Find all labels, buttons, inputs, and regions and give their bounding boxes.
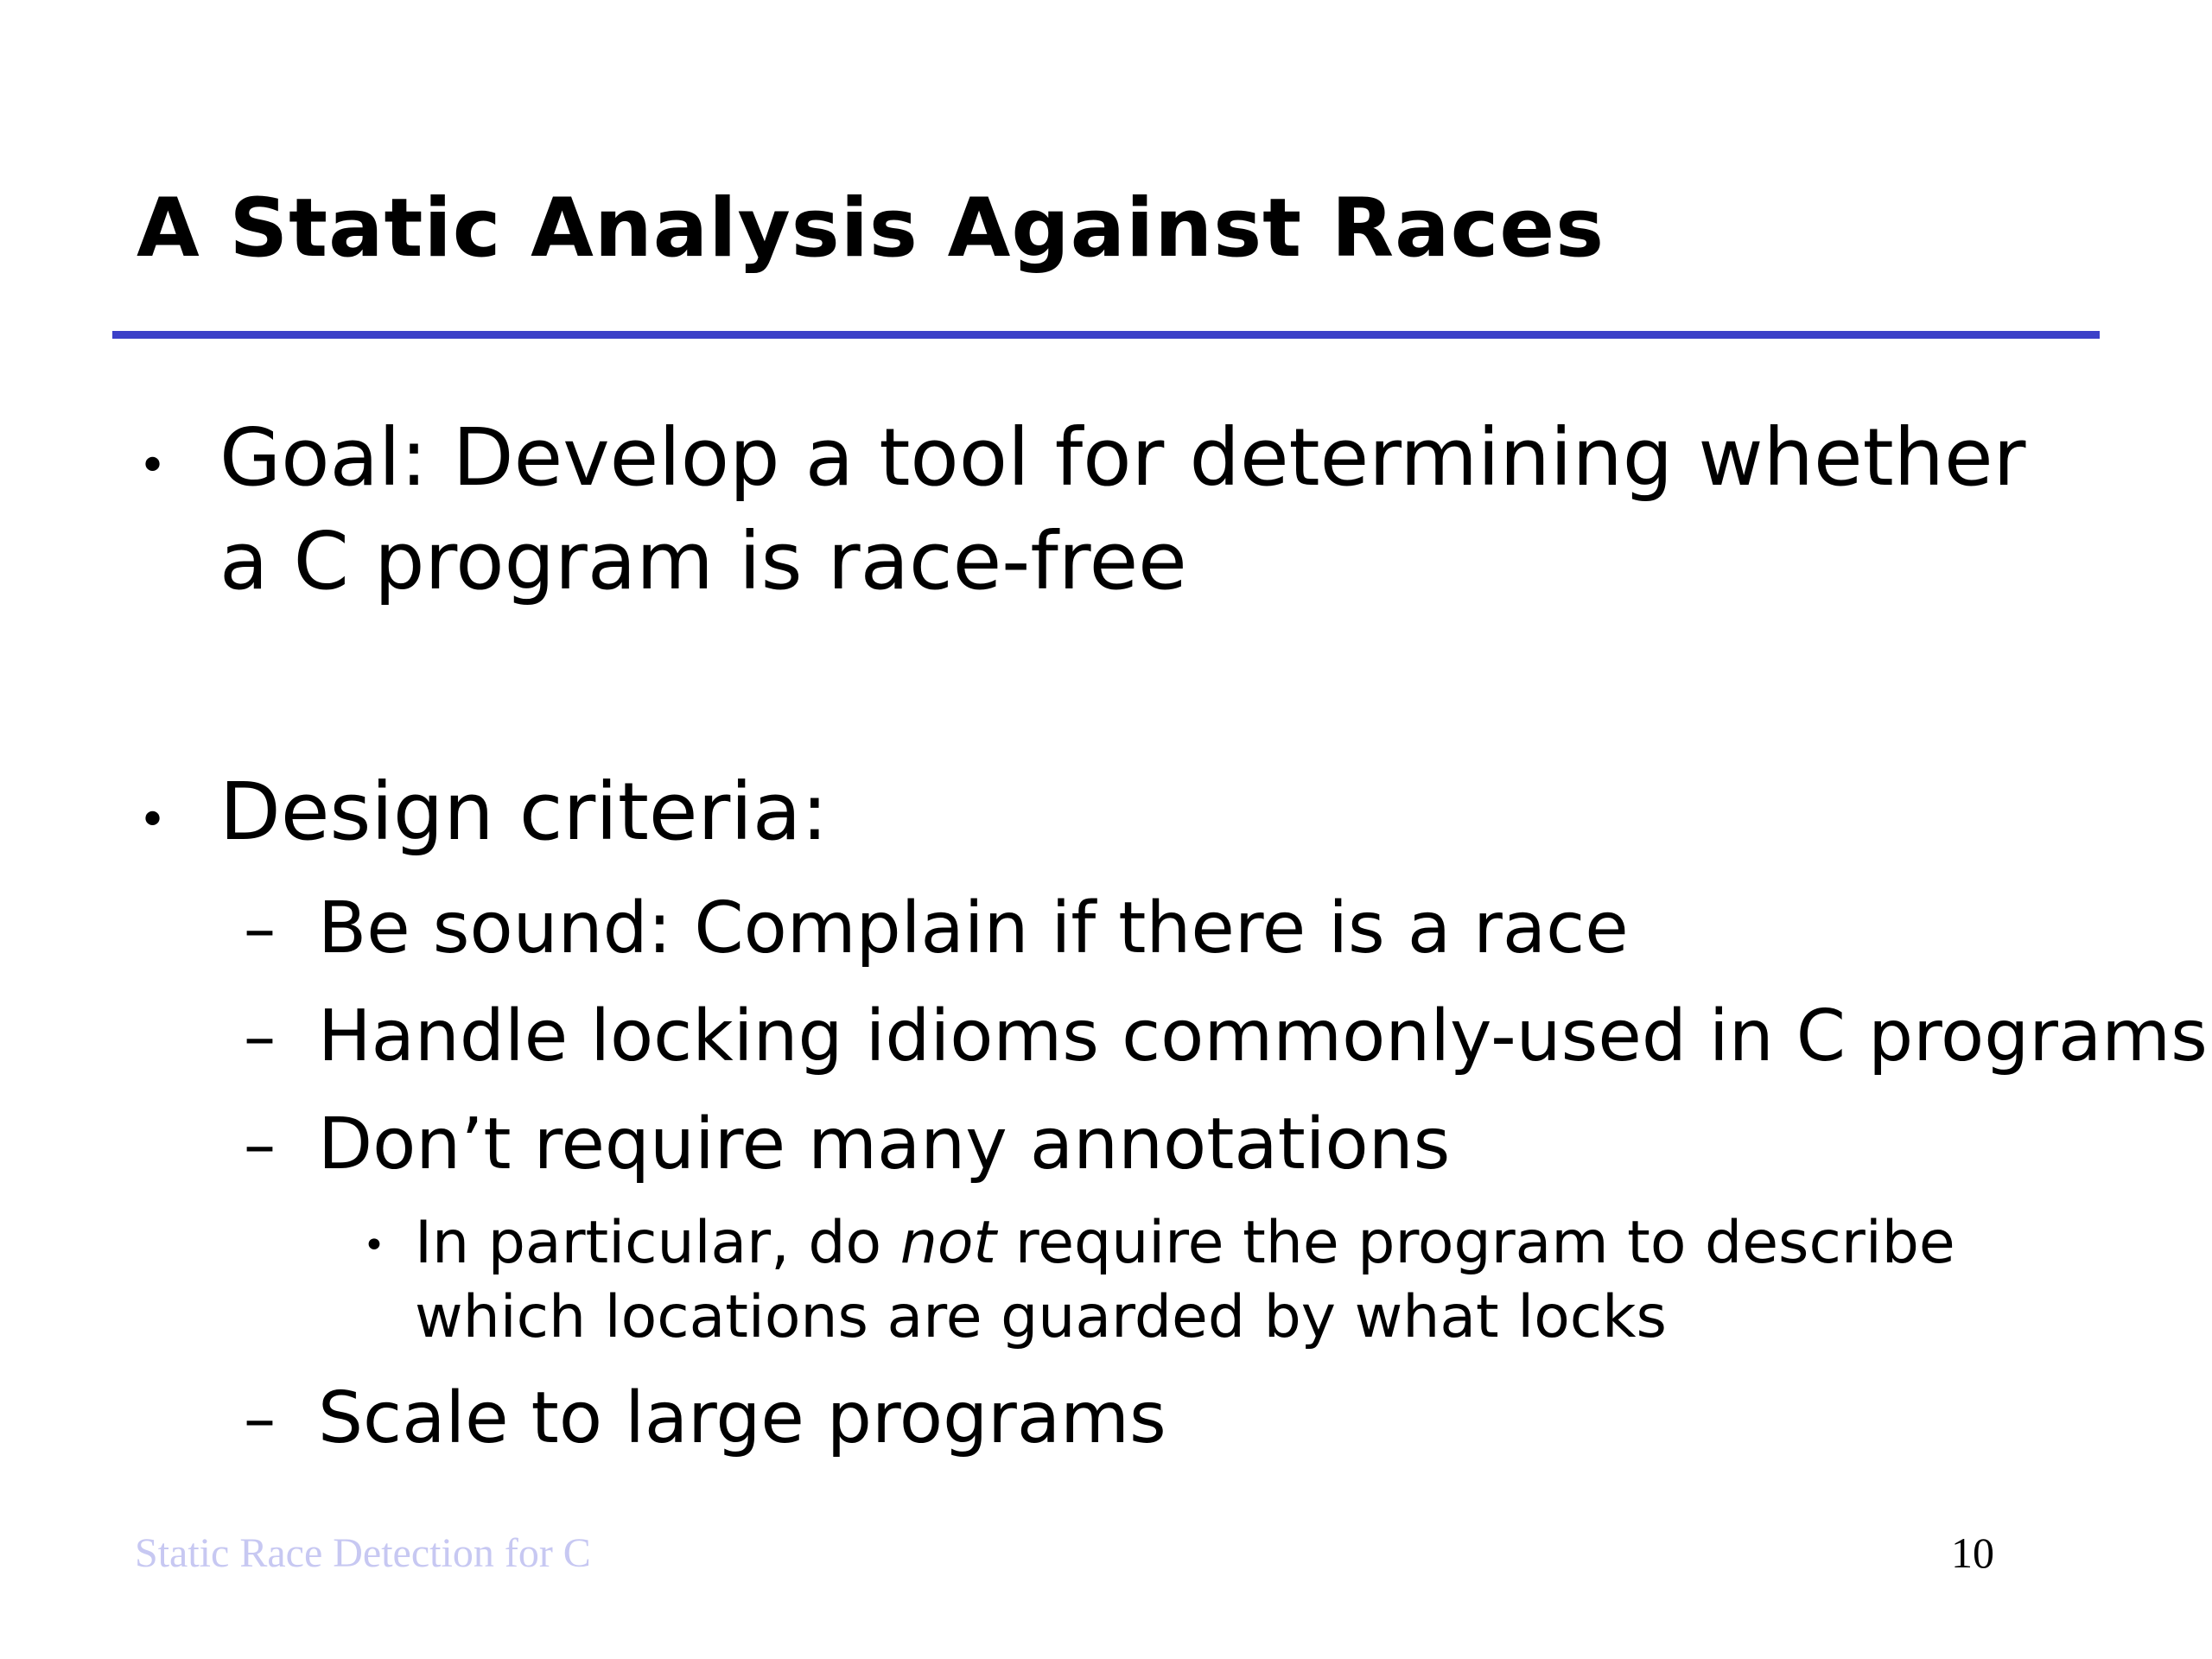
subsubitem-1-marker: • [363,1224,385,1268]
title-divider [112,331,2100,339]
subitem-3-text: Don’t require many annotations [318,1103,1451,1185]
subsubitem-1-line-2: which locations are guarded by what locks [415,1283,1667,1351]
subitem-4-marker: – [244,1382,276,1456]
slide-page-number: 10 [1951,1529,1994,1577]
subsubitem-1-line-1 [415,1206,1955,1281]
footer-deck-title: Static Race Detection for C [135,1530,591,1576]
subitem-4-text: Scale to large programs [318,1377,1166,1459]
subsubitem-1-line-1-after: require the program to describe [996,1209,1955,1277]
subitem-2-text: Handle locking idioms commonly-used in C programs [318,995,2208,1077]
subitem-2-marker: – [244,1000,276,1074]
subsubitem-1-emphasis: not [899,1209,997,1277]
bullet-1-line-1: Goal: Develop a tool for determining whether [219,411,2026,504]
bullet-1-line-2: a C program is race-free [219,515,1187,607]
slide-title: A Static Analysis Against Races [137,181,1605,276]
subitem-1-marker: – [244,892,276,966]
bullet-1-marker: • [138,438,168,494]
subitem-3-marker: – [244,1108,276,1182]
bullet-2-marker: • [138,792,168,849]
bullet-2-text: Design criteria: [219,766,829,858]
subitem-1-text: Be sound: Complain if there is a race [318,887,1629,969]
subsubitem-1-line-1-before: In particular, do [415,1209,900,1277]
